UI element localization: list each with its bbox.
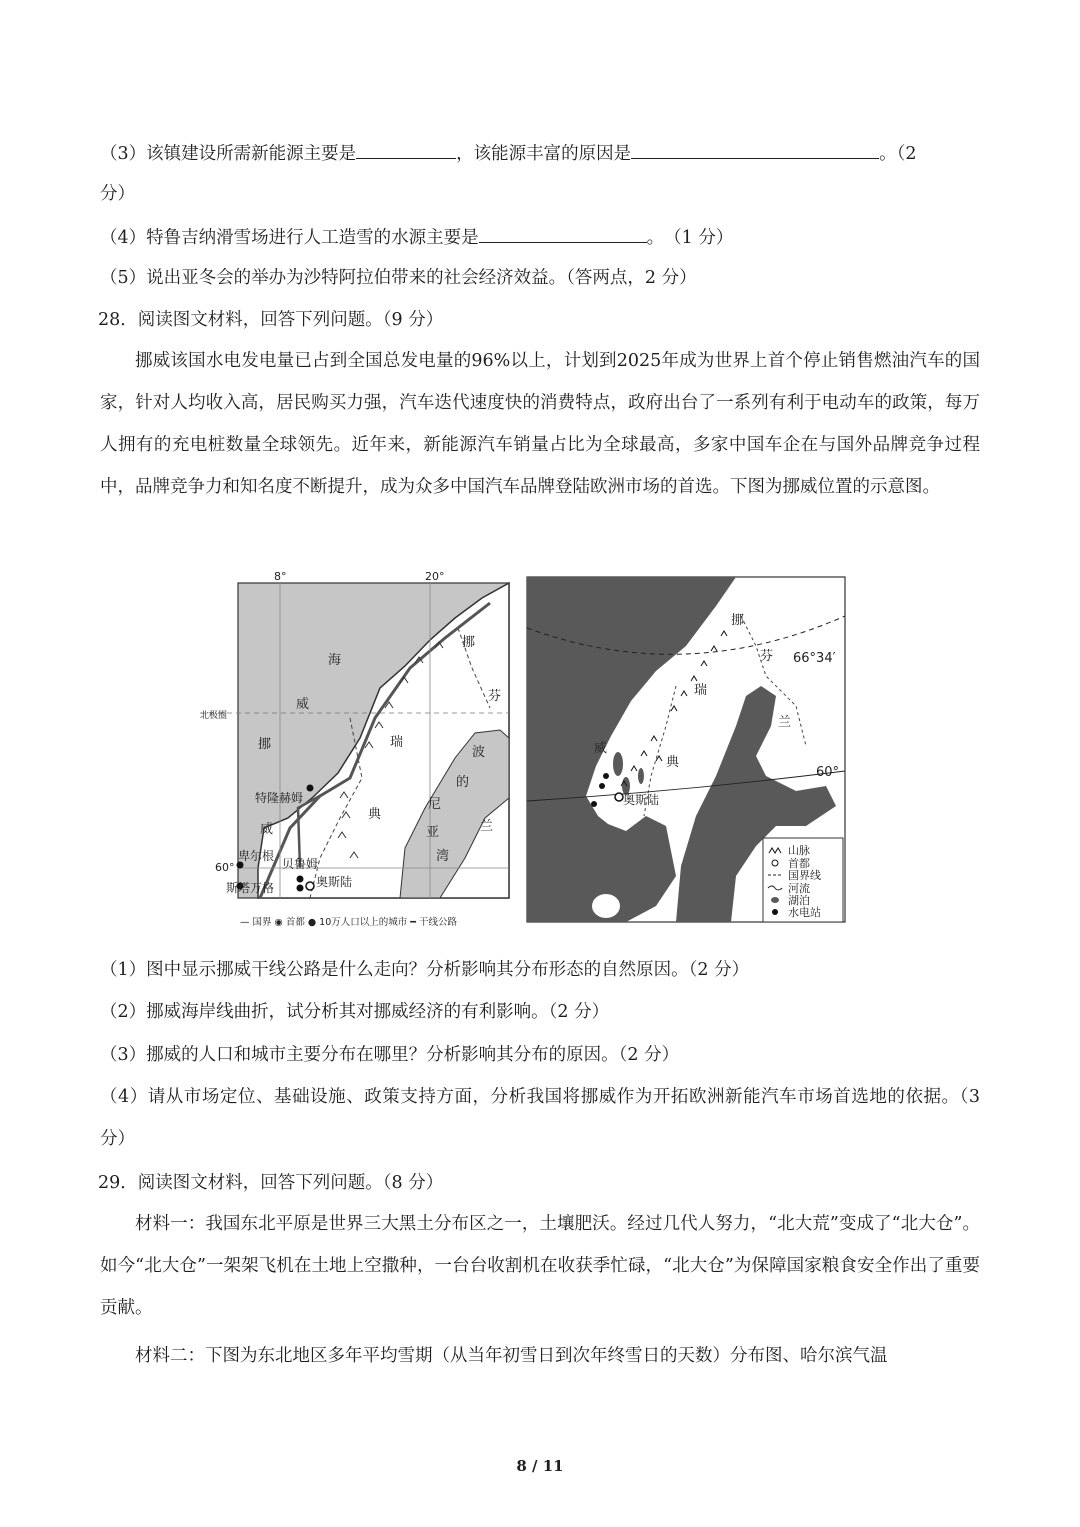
q28-sub2: （2）挪威海岸线曲折，试分析其对挪威经济的有利影响。（2 分）: [100, 1002, 610, 1022]
city-dot: [297, 876, 304, 883]
legend-capital: 首都: [788, 857, 810, 870]
q27-sub3: （3）该镇建设所需新能源主要是 ，该能源丰富的原因是 。（2: [100, 140, 917, 166]
gulf-label-1: 波: [472, 745, 486, 760]
q29-material-1: 材料一：我国东北平原是世界三大黑土分布区之一，土壤肥沃。经过几代人努力，“北大荒”变成了“北大仓”。如今“北大仓”一架架飞机在土地上空撒种，一台台收割机在收获季忙碌，“北大仓”为保障国家粮食安全作出了重要贡献。: [100, 1214, 980, 1318]
gulf-label-4: 亚: [426, 825, 440, 840]
legend-lake: 湖泊: [788, 894, 810, 907]
answer-blank[interactable]: [356, 140, 456, 159]
capital-dot: [306, 882, 314, 890]
q27-sub3-cont: 分）: [100, 184, 135, 204]
hydro-dot: [603, 773, 609, 779]
norway-map-left: [200, 568, 520, 938]
finland-label-2: 兰: [778, 715, 792, 730]
answer-blank[interactable]: [631, 140, 879, 159]
lon-20-label: 20°: [425, 570, 445, 583]
sea-label-1: 海: [328, 653, 342, 668]
city-label-bergen: 卑尔根: [238, 849, 275, 863]
sweden-label-2: 典: [666, 755, 680, 770]
legend-river: 河流: [788, 882, 810, 895]
sweden-label-1: 瑞: [390, 735, 404, 750]
q27-sub5: （5）说出亚冬会的举办为沙特阿拉伯带来的社会经济效益。（答两点，2 分）: [100, 268, 697, 288]
answer-blank[interactable]: [479, 224, 647, 243]
hydro-legend-icon: [772, 909, 778, 915]
sweden-label-2: 典: [368, 807, 382, 822]
q28-sub1: （1）图中显示挪威干线公路是什么走向？分析影响其分布形态的自然原因。（2 分）: [100, 960, 750, 980]
arctic-circle-label: 北极圈: [200, 711, 228, 721]
gulf-label-2: 的: [456, 775, 470, 790]
lat-6634-label: 66°34′: [793, 651, 836, 666]
legend-border: 国界线: [788, 869, 821, 882]
sweden-label-1: 瑞: [694, 683, 708, 698]
city-label-oslo: 奥斯陆: [623, 793, 660, 807]
finland-label-2: 兰: [480, 819, 494, 834]
q27-sub4: （4）特鲁吉纳滑雪场进行人工造雪的水源主要是 。 （1 分）: [100, 224, 733, 250]
capital-dot: [615, 793, 623, 801]
q29-title: 29．阅读图文材料，回答下列问题。（8 分）: [98, 1173, 444, 1193]
city-label-oslo: 奥斯陆: [316, 875, 353, 889]
hydro-dot: [599, 783, 605, 789]
q28-title: 28．阅读图文材料，回答下列问题。（9 分）: [98, 310, 444, 330]
sea-label-2: 威: [296, 697, 310, 712]
city-dot: [297, 885, 304, 892]
q28-sub3: （3）挪威的人口和城市主要分布在哪里？分析影响其分布的原因。（2 分）: [100, 1045, 680, 1065]
legend-hydro: 水电站: [788, 906, 821, 919]
gulf-label-5: 湾: [436, 849, 450, 864]
lon-8-label: 8°: [274, 570, 287, 583]
norway-ne-label: 挪: [462, 635, 476, 650]
lat-60-label: 60°: [816, 765, 840, 780]
lat-60-label: 60°: [215, 861, 235, 874]
finland-label-1: 芬: [760, 649, 774, 664]
scandinavia-map-right: [526, 576, 848, 926]
q29-material-2: 材料二：下图为东北地区多年平均雪期（从当年初雪日到次年终雪日的天数）分布图、哈尔滨气温: [135, 1346, 888, 1366]
norway-label-1: 挪: [258, 737, 272, 752]
legend-mountain: 山脉: [788, 844, 810, 857]
lake-legend-icon: [771, 897, 779, 903]
capital-legend-icon: [772, 860, 778, 866]
q28-sub4: （4）请从市场定位、基础设施、政策支持方面，分析我国将挪威作为开拓欧洲新能汽车市场首选地的依据。（3 分）: [100, 1087, 980, 1149]
q28-passage: 挪威该国水电发电量已占到全国总发电量的96%以上，计划到2025年成为世界上首个停止销售燃油汽车的国家，针对人均收入高，居民购买力强，汽车迭代速度快的消费特点，政府出台了一系列有利于电动车的政策，每万人拥有的充电桩数量全球领先。近年来，新能源汽车销量占比为全球最高，多家中国车企在与国外品牌竞争过程中，品牌竞争力和知名度不断提升，成为众多中国汽车品牌登陆欧洲市场的首选。下图为挪威位置的示意图。: [100, 351, 980, 497]
gulf-label-3: 尼: [428, 797, 442, 812]
city-label-stavanger: 斯塔万格: [226, 881, 275, 895]
norway-label-2: 威: [260, 822, 274, 837]
norway-label-2: 威: [594, 741, 608, 756]
left-map-legend: — 国界 ◉ 首都 ● 10万人口以上的城市 ━ 干线公路: [240, 917, 458, 928]
norway-label-1: 挪: [731, 613, 745, 628]
hydro-dot: [591, 801, 597, 807]
page-number: 8 / 11: [516, 1457, 564, 1475]
city-dot: [307, 785, 314, 792]
city-label-baerum: 贝鲁姆: [282, 857, 319, 871]
city-label-trondheim: 特隆赫姆: [255, 791, 304, 805]
finland-label-1: 芬: [488, 689, 502, 704]
